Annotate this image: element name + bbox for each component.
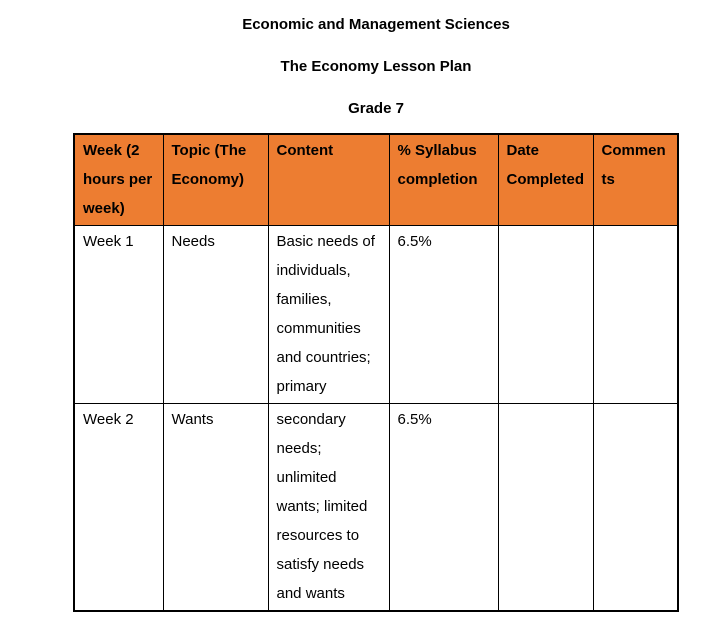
date-completed-cell <box>498 404 593 612</box>
comments-cell <box>593 404 678 612</box>
syllabus-cell: 6.5% <box>389 226 498 404</box>
grade-label: Grade 7 <box>348 100 404 117</box>
lesson-plan-table <box>73 133 679 612</box>
content-cell: Basic needs of individuals, families, communities and countries; primary <box>268 226 389 404</box>
week-cell: Week 2 <box>74 404 163 612</box>
page-title: Economic and Management Sciences <box>242 16 510 33</box>
header-comments: Comments <box>593 134 678 226</box>
table-header-row <box>74 134 678 226</box>
topic-cell: Needs <box>163 226 268 404</box>
comments-cell <box>593 226 678 404</box>
table-row-week-2 <box>74 404 678 612</box>
lesson-plan-subtitle: The Economy Lesson Plan <box>280 58 472 75</box>
date-completed-cell <box>498 226 593 404</box>
content-cell: secondary needs; unlimited wants; limited resources to satisfy needs and wants <box>268 404 389 612</box>
header-date-completed: Date Completed <box>498 134 593 226</box>
header-syllabus-completion: % Syllabus completion <box>389 134 498 226</box>
header-topic: Topic (The Economy) <box>163 134 268 226</box>
syllabus-cell: 6.5% <box>389 404 498 612</box>
header-content: Content <box>268 134 389 226</box>
topic-cell: Wants <box>163 404 268 612</box>
week-cell: Week 1 <box>74 226 163 404</box>
header-week: Week (2 hours per week) <box>74 134 163 226</box>
table-row-week-1 <box>74 226 678 404</box>
